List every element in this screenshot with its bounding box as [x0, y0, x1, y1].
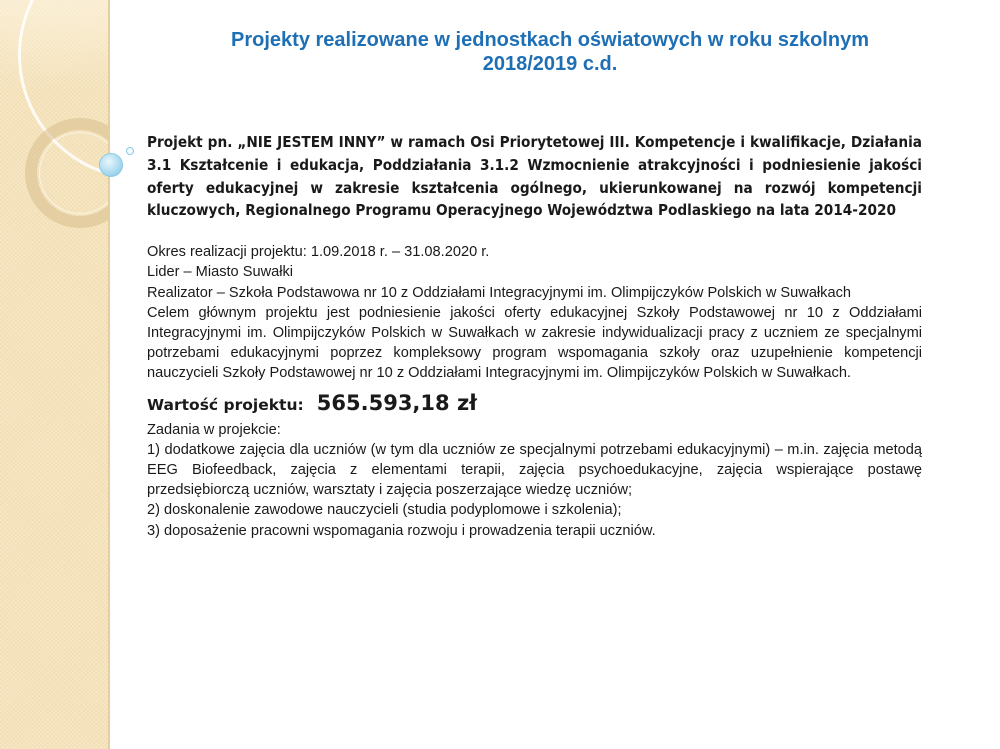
project-value-label: Wartość projektu:: [147, 395, 304, 414]
project-leader: Lider – Miasto Suwałki: [147, 264, 294, 281]
decorative-side-panel: [0, 0, 110, 749]
task-item: 3) doposażenie pracowni wspomagania rozwoju i prowadzenia terapii uczniów.: [147, 522, 656, 539]
tasks-heading: Zadania w projekcie:: [147, 421, 281, 438]
slide-title-line-1: Projekty realizowane w jednostkach oświatowych w roku szkolnym: [231, 29, 869, 51]
project-value: [147, 390, 922, 418]
decorative-bubble-large: [99, 153, 123, 177]
task-item: 2) doskonalenie zawodowe nauczycieli (studia podyplomowe i szkolenia);: [147, 502, 622, 519]
spacer: [147, 222, 922, 242]
project-goal: Celem głównym projektu jest podniesienie jakości oferty edukacyjnej Szkoły Podstawowej nr 10 z Oddziałami Integracyjnymi im. Olimpijczyków Polskich w Suwałkach w zakresie indywidualizacji pracy z uczniem ze specjalnymi potrzebami edukacyjnymi poprzez kompleksowy program wspomagania szkoły oraz uzupełnienie kompetencji nauczycieli Szkoły Podstawowej nr 10 z Oddziałami Integracyjnymi im. Olimpijczyków Polskich w Suwałkach.: [147, 304, 922, 382]
decorative-bubble-small: [126, 147, 134, 155]
slide-content: [147, 131, 922, 541]
project-value-amount: 565.593,18 zł: [316, 390, 477, 415]
slide-title-line-2: 2018/2019 c.d.: [482, 53, 618, 75]
slide-title: [150, 28, 950, 76]
task-item: 1) dodatkowe zajęcia dla uczniów (w tym dla uczniów ze specjalnymi potrzebami edukacyjnymi) – m.in. zajęcia metodą EEG Biofeedback, zajęcia z elementami terapii, zajęcia psychoedukacyjne, zajęcia wspierające postawę przedsiębiorczą uczniów, warsztaty i zajęcia poszerzające wiedzę uczniów;: [147, 441, 922, 499]
project-heading: Projekt pn. „NIE JESTEM INNY” w ramach Osi Priorytetowej III. Kompetencje i kwalifikacje, Działania 3.1 Kształcenie i edukacja, Poddziałania 3.1.2 Wzmocnienie atrakcyjności i podniesienie jakości oferty edukacyjnej w zakresie kształcenia ogólnego, ukierunkowanej na rozwój kompetencji kluczowych, Regionalnego Programu Operacyjnego Województwa Podlaskiego na lata 2014-2020: [147, 133, 922, 220]
project-implementer: Realizator – Szkoła Podstawowa nr 10 z Oddziałami Integracyjnymi im. Olimpijczyków Polskich w Suwałkach: [147, 284, 852, 301]
project-period: Okres realizacji projektu: 1.09.2018 r. – 31.08.2020 r.: [147, 244, 490, 261]
